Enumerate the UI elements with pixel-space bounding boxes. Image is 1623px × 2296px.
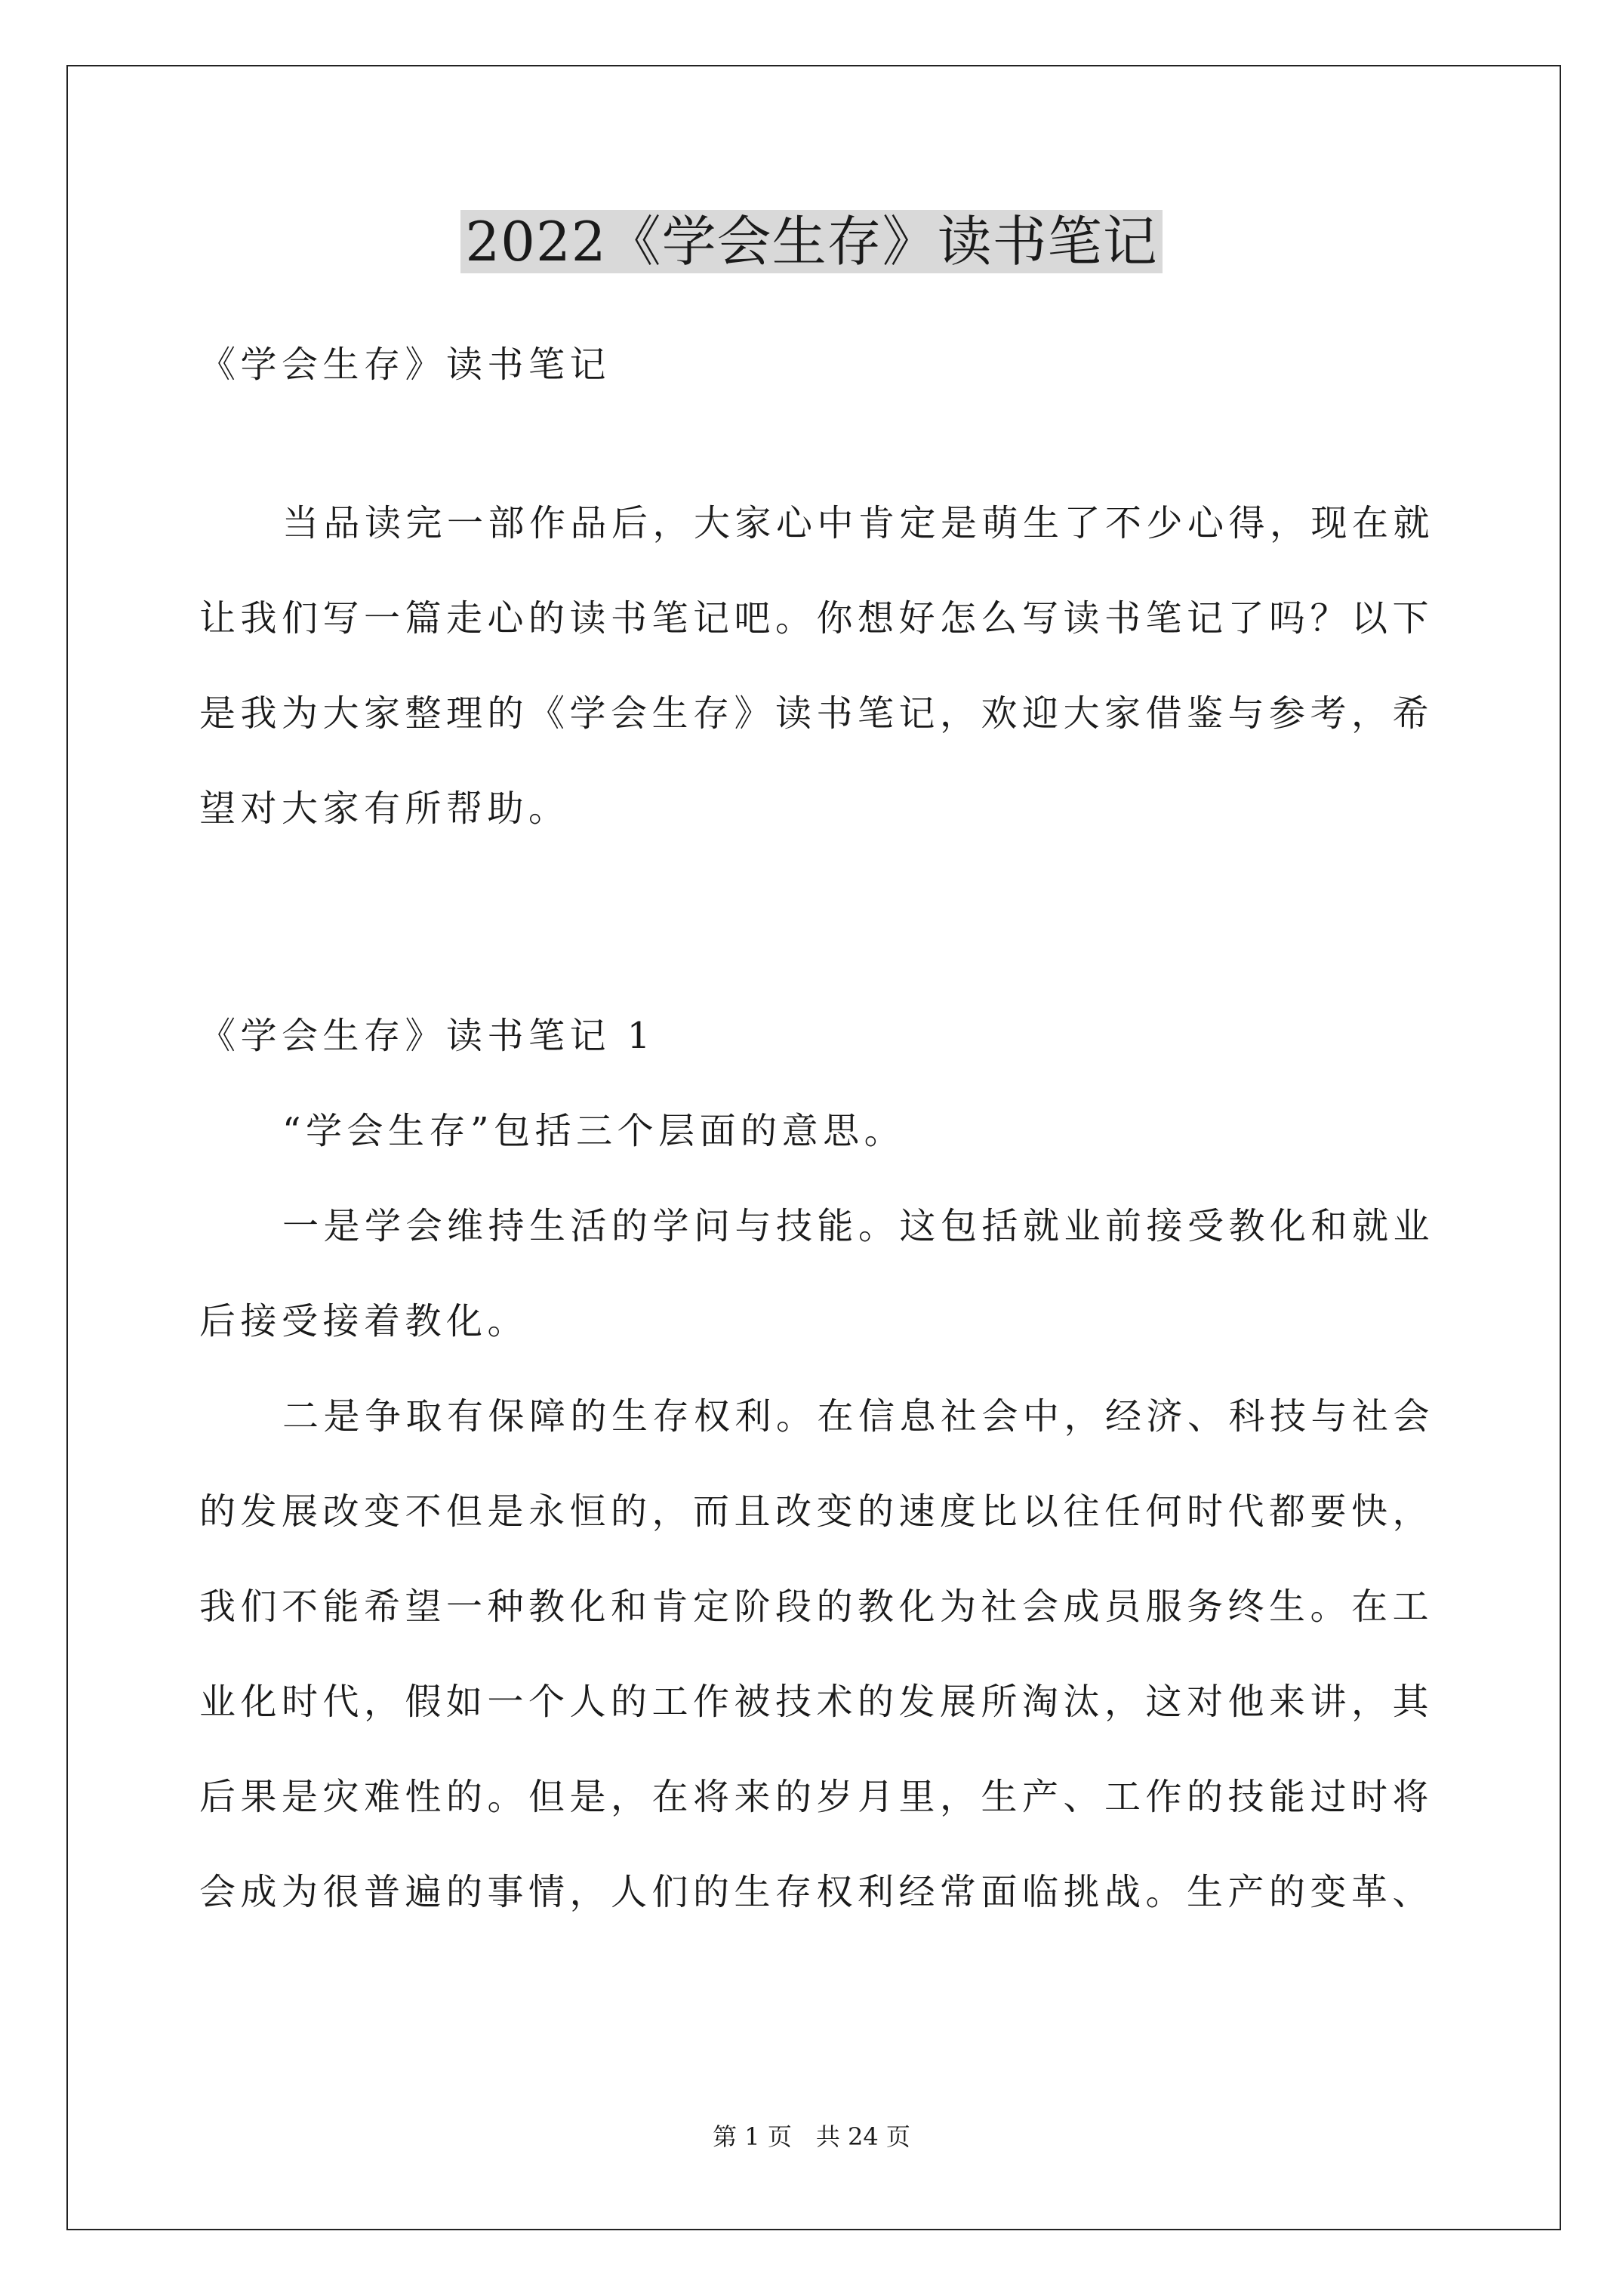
document-body (199, 317, 1435, 1940)
paragraph-line: “学会生存”包括三个层面的意思。 (282, 1110, 906, 1152)
paragraph-line: 业化时代，假如一个人的工作被技术的发展所淘汰，这对他来讲，其 (199, 1681, 1434, 1723)
paragraph-line: 的发展改变不但是永恒的，而且改变的速度比以往任何时代都要快， (199, 1490, 1434, 1533)
document-title-text: 2022《学会生存》读书笔记 (460, 210, 1162, 273)
paragraph-line: 后果是灾难性的。但是，在将来的岁月里，生产、工作的技能过时将 (199, 1776, 1434, 1818)
paragraph-line: 一是学会维持生活的学问与技能。这包括就业前接受教化和就业 (282, 1205, 1435, 1247)
paragraph-line: 我们不能希望一种教化和肯定阶段的教化为社会成员服务终生。在工 (199, 1586, 1434, 1628)
paragraph-line: 会成为很普遍的事情，人们的生存权利经常面临挑战。生产的变革、 (199, 1871, 1434, 1913)
paragraph-line: 后接受接着教化。 (199, 1300, 529, 1342)
section-heading: 《学会生存》读书笔记 1 (199, 1015, 655, 1057)
intro-line: 是我为大家整理的《学会生存》读书笔记，欢迎大家借鉴与参考，希 (199, 692, 1434, 735)
subtitle: 《学会生存》读书笔记 (199, 344, 611, 386)
intro-line: 让我们写一篇走心的读书笔记吧。你想好怎么写读书笔记了吗？以下 (199, 597, 1434, 639)
document-title (0, 204, 1623, 279)
paragraph-line: 二是争取有保障的生存权利。在信息社会中，经济、科技与社会 (282, 1395, 1435, 1438)
intro-line: 当品读完一部作品后，大家心中肯定是萌生了不少心得，现在就 (282, 502, 1435, 544)
intro-line: 望对大家有所帮助。 (199, 787, 570, 830)
page-number-footer: 第 1 页 共 24 页 (713, 2122, 910, 2151)
